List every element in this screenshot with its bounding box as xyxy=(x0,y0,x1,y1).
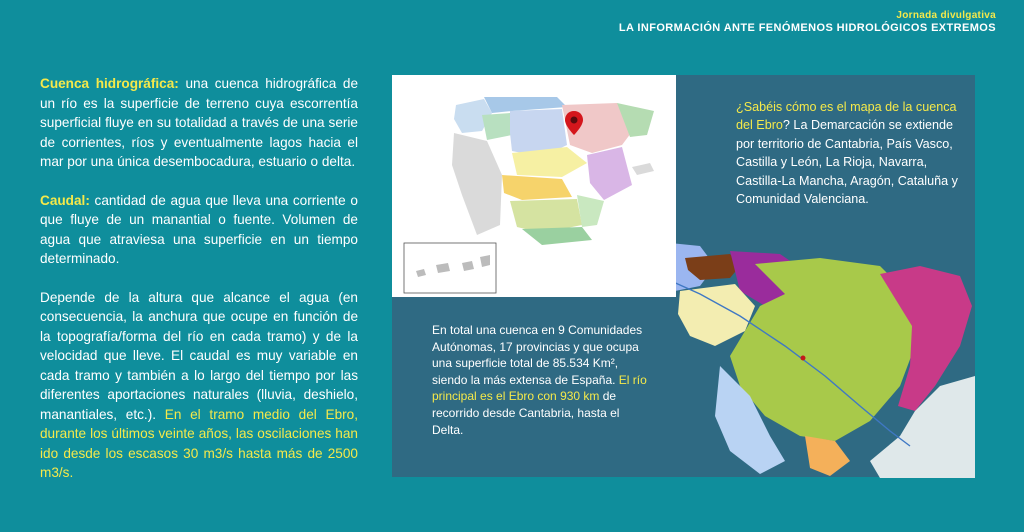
header-kicker: Jornada divulgativa xyxy=(896,10,996,21)
ebro-demarcation-text: La Demarcación se extiende por territorio de Cantabria, País Vasco, Castilla y León, La Rioja, Navarra, Castilla-La Mancha, Aragón, Cataluña y Comunidad Valenciana. xyxy=(736,118,958,207)
caudal-term: Caudal: xyxy=(40,192,90,208)
ebro-stats-tail: de recorrido desde Cantabria, hasta el Delta. xyxy=(432,389,620,437)
variation-text: Depende de la altura que alcance el agua (en consecuencia, la anchura que ocupe en función de la topografía/forma del río en cada tramo) y de la velocidad que lleve. El caudal es muy variable en cada tramo y también a lo largo del tiempo por las diferentes aportaciones naturales (lluvia, deshielo, manantiales, etc.). xyxy=(40,289,358,422)
caudal-variation xyxy=(40,288,358,483)
basin-jucar xyxy=(587,147,632,200)
definitions-text xyxy=(40,74,358,502)
variation-highlight: En el tramo medio del Ebro, durante los últimos veinte años, las oscilaciones han ido desde los escasos 30 m3/s hasta más de 2500 m3/s. xyxy=(40,406,358,480)
cuenca-text: una cuenca hidrográfica de un río es la superficie de terreno cuya escorrentía superficial fluye en su totalidad a través de una serie de corrientes, ríos y eventualmente lagos hacia el mar por una única desembocadura, estuario o delta. xyxy=(40,76,358,169)
basin-guadiana xyxy=(502,175,572,200)
canary-islands xyxy=(416,255,490,277)
location-pin-icon xyxy=(564,110,584,136)
ebro-stats-block xyxy=(432,322,654,438)
zaragoza-marker xyxy=(801,356,806,361)
ebro-question-block xyxy=(736,98,966,208)
ebro-stats-text: En total una cuenca en 9 Comunidades Autónomas, 17 provincias y que ocupa una superficie total de 85.534 Km², siendo la más extensa de España. xyxy=(432,323,643,387)
caudal-text: cantidad de agua que lleva una corriente o que fluye de un manantial o fuente. Volumen de agua que atraviesa una superficie en un tiempo determinado. xyxy=(40,192,358,266)
ebro-question-mark: ? xyxy=(782,118,790,133)
spain-basins-map xyxy=(392,75,676,297)
region-valencia xyxy=(805,436,850,476)
canary-inset xyxy=(404,243,496,293)
cuenca-definition xyxy=(40,74,358,172)
basin-andaluza xyxy=(522,227,592,245)
balearic-islands xyxy=(632,163,654,175)
cuenca-term: Cuenca hidrográfica: xyxy=(40,76,179,91)
ebro-question: ¿Sabéis cómo es el mapa de la cuenca del Ebro xyxy=(736,100,957,133)
basin-mino-sil xyxy=(482,113,512,140)
header-title: LA INFORMACIÓN ANTE FENÓMENOS HIDROLÓGICOS EXTREMOS xyxy=(618,22,996,34)
ebro-river-highlight: El río principal es el Ebro con 930 km xyxy=(432,372,647,404)
header xyxy=(619,10,996,34)
caudal-definition xyxy=(40,191,358,269)
basin-portugal xyxy=(452,133,502,235)
